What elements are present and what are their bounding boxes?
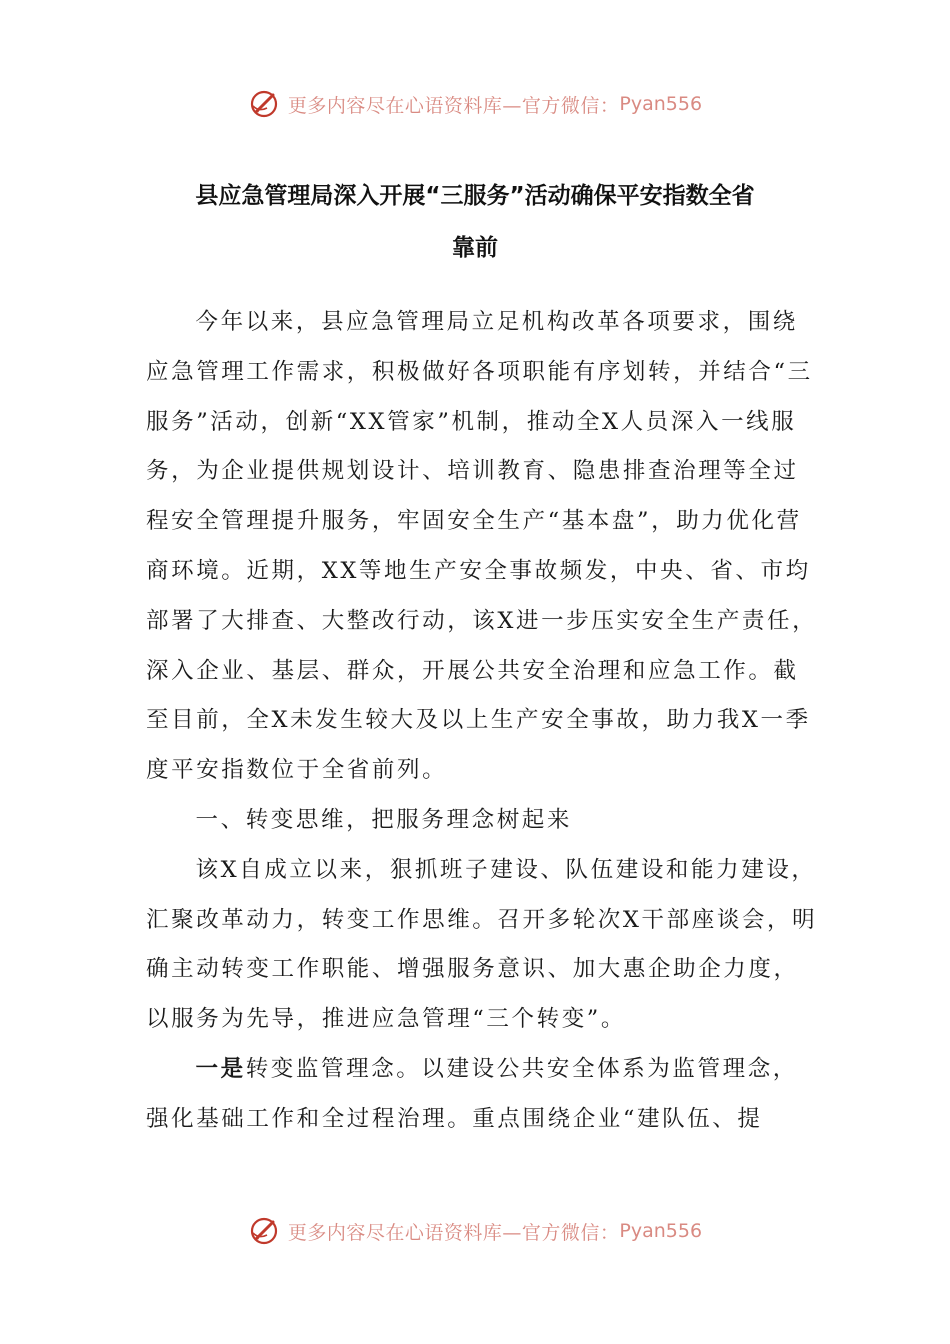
point-text: 转变监管理念。以建设公共安全体系为监管理念，强化基础工作和全过程治理。重点围绕企业“建队伍、提	[146, 1055, 798, 1132]
title-line-1: 县应急管理局深入开展“三服务”活动确保平安指数全省	[195, 183, 755, 209]
banner-text: 更多内容尽在心语资料库—官方微信：	[287, 94, 620, 117]
watermark-banner-bottom	[0, 1211, 950, 1251]
document-body	[146, 298, 818, 1145]
banner-text: 更多内容尽在心语资料库—官方微信：	[287, 1221, 620, 1244]
title-line-2: 靠前	[452, 235, 498, 261]
banner-wechat-id: Pyan556	[619, 1220, 703, 1242]
document-title	[100, 170, 850, 274]
pen-swirl-icon	[248, 87, 282, 121]
paragraph-point-1	[146, 1045, 818, 1145]
section-heading-1: 一、转变思维，把服务理念树起来	[195, 806, 573, 833]
banner-wechat-id: Pyan556	[619, 93, 703, 115]
watermark-banner-top	[0, 84, 950, 124]
paragraph-intro: 今年以来，县应急管理局立足机构改革各项要求，围绕应急管理工作需求，积极做好各项职能有序划转，并结合“三服务”活动，创新“XX管家”机制，推动全X人员深入一线服务，为企业提供规划设计、培训教育、隐患排查治理等全过程安全管理提升服务，牢固安全生产“基本盘”，助力优化营商环境。近期，XX等地生产安全事故频发，中央、省、市均部署了大排查、大整改行动，该X进一步压实安全生产责任，深入企业、基层、群众，开展公共安全治理和应急工作。截至目前，全X未发生较大及以上生产安全事故，助力我X一季度平安指数位于全省前列。	[146, 309, 818, 784]
pen-swirl-icon	[248, 1214, 282, 1248]
point-lead: 一是	[195, 1055, 246, 1082]
paragraph-section-1: 该X自成立以来，狠抓班子建设、队伍建设和能力建设，汇聚改革动力，转变工作思维。召开多轮次X干部座谈会，明确主动转变工作职能、增强服务意识、加大惠企助企力度，以服务为先导，推进应急管理“三个转变”。	[146, 856, 818, 1033]
